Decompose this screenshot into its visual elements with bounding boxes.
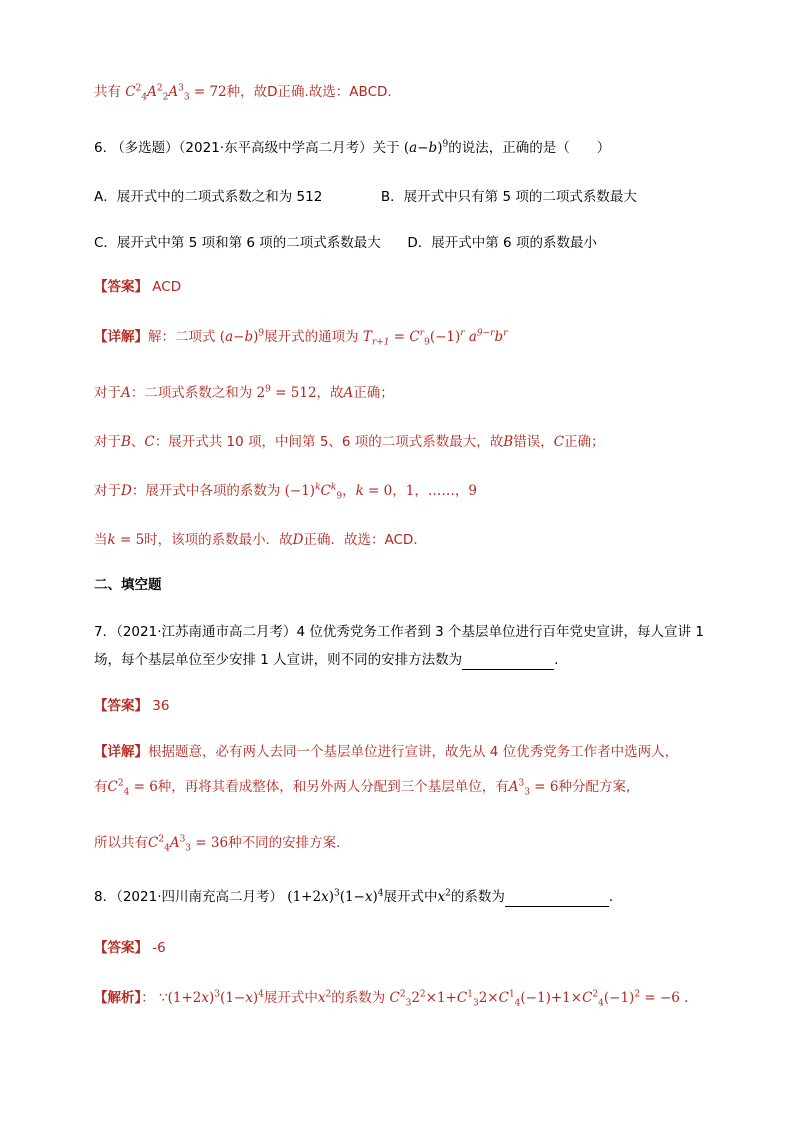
answer-blank <box>505 892 609 907</box>
question-7-detail-line3: 所以共有$C^2_4A^3_3 = 36$种不同的安排方案. <box>94 834 341 854</box>
question-7-stem-line1: 7．（2021·江苏南通市高二月考）4 位优秀党务工作者到 3 个基层单位进行百年党史宣讲，每人宣讲 1 <box>94 624 704 640</box>
option-d: D．展开式中第 6 项的系数最小 <box>407 235 597 251</box>
detail-for-a: 对于A：二项式系数之和为 $2^9 = 512$，故A正确； <box>94 384 394 401</box>
question-8-answer: 【答案】 -6 <box>94 940 166 956</box>
option-c: C．展开式中第 5 项和第 6 项的二项式系数最大 <box>94 235 381 251</box>
detail-conclusion: 当k = 5时，该项的系数最小．故D正确．故选：ACD． <box>94 532 427 548</box>
question-7-detail-line1: 【详解】根据题意，必有两人去同一个基层单位进行宣讲，故先从 4 位优秀党务工作者中选两人， <box>94 744 679 760</box>
option-a: A．展开式中的二项式系数之和为 512 <box>94 189 323 205</box>
detail-for-d: 对于D：展开式中各项的系数为 $(-1)^kC^k_9$，k = 0，1，……，9 <box>94 482 477 502</box>
question-8-analysis: 【解析】： $\because(1+2x)^3(1-x)^4$展开式中$x^2$的系数为 $C^2_32^2\times 1+C^1_32\times C^1_4(-1)+1\times C^2_4(-1)^2 = -6$ . <box>94 989 689 1009</box>
question-7-stem-line2: 场，每个基层单位至少安排 1 人宣讲，则不同的安排方法数为 . <box>94 652 559 668</box>
question-6-options-ab <box>94 187 637 207</box>
question-8-stem: 8．（2021·四川南充高二月考） $(1+2x)^3(1-x)^4$展开式中$x^2$的系数为 . <box>94 888 614 905</box>
question-7-answer: 【答案】 36 <box>94 698 170 714</box>
section-heading-fill-in: 二、填空题 <box>94 577 162 593</box>
detail-label: 【详解】 <box>94 329 148 345</box>
question-6-options-cd <box>94 233 597 253</box>
answer-blank <box>462 655 554 670</box>
question-6-answer: 【答案】 ACD <box>94 279 182 295</box>
detail-for-bc: 对于B、C：展开式共 10 项，中间第 5、6 项的二项式系数最大，故B错误，C正确； <box>94 434 605 450</box>
answer-label: 【答案】 <box>94 279 148 295</box>
question-6-stem: 6. （多选题）（2021·东平高级中学高二月考）关于 $(a-b)^9$的说法，正确的是（ ） <box>94 139 611 156</box>
question-7-detail-line2: 有$C^2_4 = 6$种，再将其看成整体，和另外两人分配到三个基层单位，有$A^3_3 = 6$种分配方案, <box>94 778 631 798</box>
prev-solution-conclusion: 共有 $C^2_4A^2_2A^3_3 = 72$种，故D正确.故选：ABCD. <box>94 83 392 103</box>
option-b: B．展开式中只有第 5 项的二项式系数最大 <box>380 189 637 205</box>
question-6-detail: 【详解】解：二项式 $(a-b)^9$展开式的通项为 $T_{r+1} = C^r_9(-1)^r$ $a^{9-r}b^r$ <box>94 328 508 348</box>
